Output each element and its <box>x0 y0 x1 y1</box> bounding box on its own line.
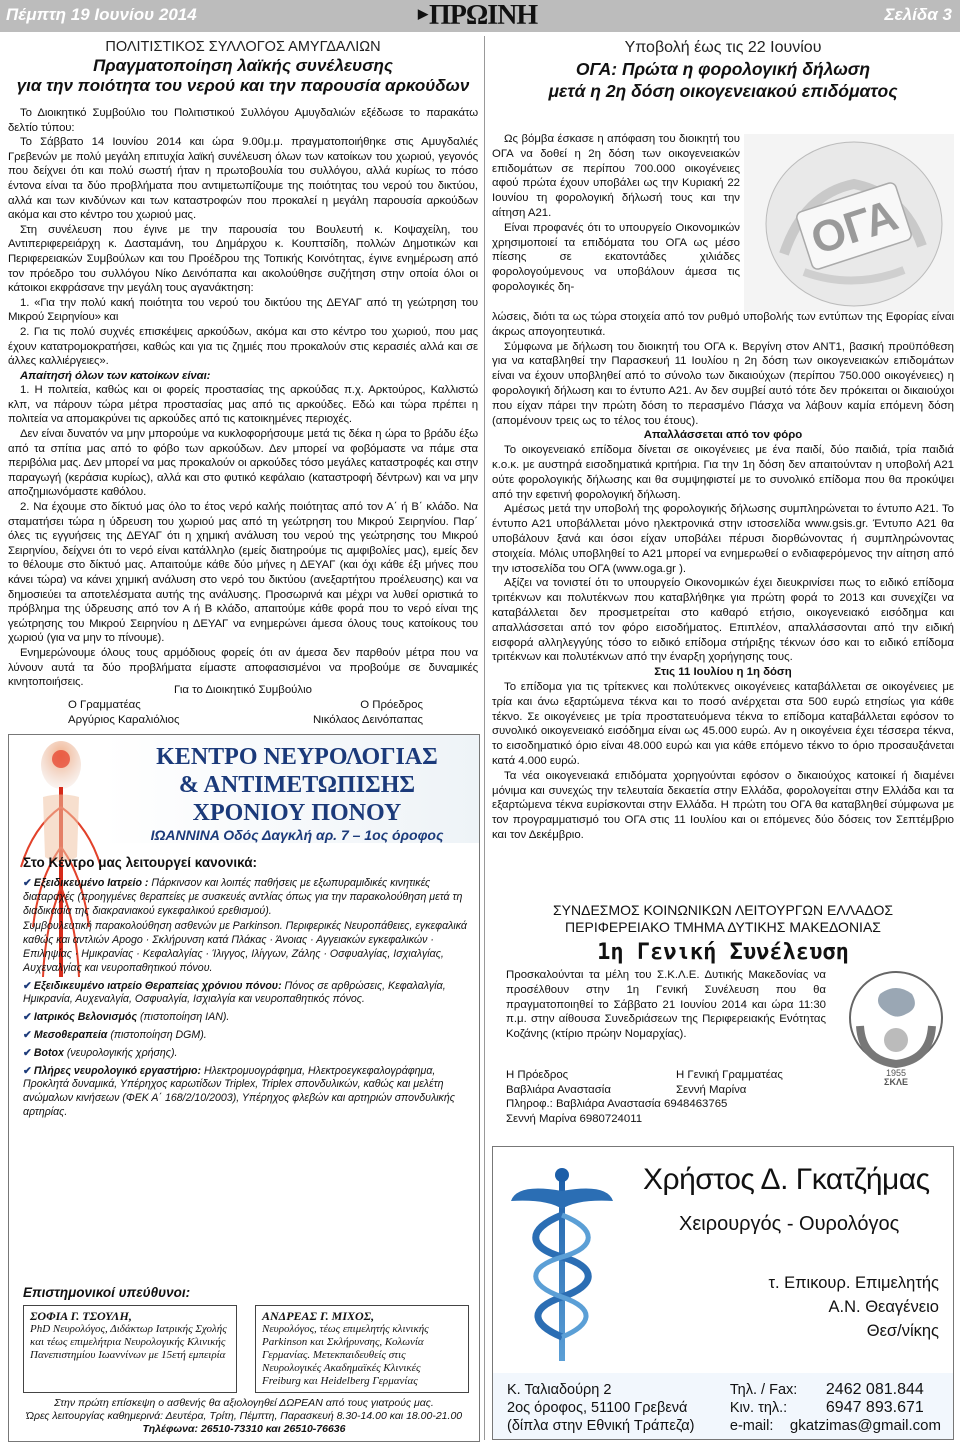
doctors-row <box>23 1305 469 1393</box>
address-line: (δίπλα στην Εθνική Τράπεζα) <box>507 1418 695 1434</box>
service-item-text: Συμβουλευτική παρακολούθηση ασθενών με Parkinson. Περιφερικές Νευροπάθειες, εγκεφαλικά καθώς και αντλιών Apogo · Σκλήρυνση κατά Πλάκας · Άνοιας · Αγγειακών εγκεφαλικών · Επιληψίας · Ημικρανίας · Κεφαλαλγίας · Ίλιγγος, Ιλίγγων, Ζάλης · Οσφυαλγίας, Ισχιαλγίας, Αυχεναλγίας και νευροπαθητικού πόνου. <box>23 920 467 974</box>
service-item-title: Εξειδικευμένο Ιατρείο : <box>33 877 149 889</box>
paragraph: Ως βόμβα έσκασε η απόφαση του διοικητή του ΟΓΑ να δοθεί η 2η δόση των οικογενειακών επιδομάτων σε περίπου 700.000 οικογένειες αφού πρώτα έχουν υποβάλει ως την Κυριακή 22 Ιουνίου τη φορολογική δήλωσή τους και την αίτηση Α21. <box>492 133 740 219</box>
logo-year: 1955 <box>885 1068 907 1078</box>
service-item-title: Πλήρες νευρολογικό εργαστήριο: <box>33 1064 202 1077</box>
article-subheading: Απαίτησή όλων των κατοίκων είναι: <box>20 369 211 382</box>
checkmark-icon: ✔ <box>23 877 32 889</box>
service-item <box>23 920 473 975</box>
ad-title-line: ΧΡΟΝΙΟΥ ΠΟΝΟΥ <box>192 800 402 826</box>
paragraph: Σύμφωνα με δήλωση του διοικητή του ΟΓΑ κ. Βεργίνη στον ΑΝΤ1, βασική προϋπόθεση για να καταβληθεί την Παρασκευή 11 Ιουλίου η 2η δόση των οικογενειακών επιδομάτων είναι να έχουν υποβληθεί από το σύνολο των δικαιούχων (περίπου 750.000 οικογένειες) η φορολογική δήλωση και το έντυπο Α21. Αν δεν συμβεί αυτό τότε δεν πρόκειται οι δικαιούχοι που είχαν πάρει την πρώτη δόση το περασμένο Πάσχα να λάβουν καμία επόμενη δόση (απομένουν τρεις ως το τέλος του έτους). <box>492 340 954 427</box>
page-number: Σελίδα 3 <box>884 5 952 24</box>
paragraph: 2. Για τις πολύ συχνές επισκέψεις αρκούδων, ακόμα και στο κέντρο του χωριού, που μας έχουν κατατρομοκρατήσει, καθώς και για τις ζημιές που προκαλούν στις κερασιές αλλά και σε άλλες καλλιέργειες». <box>8 325 478 368</box>
signoff-for: Για το Διοικητικό Συμβούλιο <box>174 684 312 696</box>
issue-date: Πέμπτη 19 Ιουνίου 2014 <box>6 5 197 24</box>
checkmark-icon: ✔ <box>23 1046 32 1059</box>
article-signoff <box>8 683 478 728</box>
article-body-top <box>492 132 740 295</box>
president-name: Βαβλιάρα Αναστασία <box>506 1083 611 1096</box>
triangle-icon: ▶ <box>418 6 427 21</box>
article-subheading: Απαλλάσσεται από τον φόρο <box>643 429 803 442</box>
article-oga <box>492 38 954 841</box>
paragraph: Το Σάββατο 14 Ιουνίου 2014 και ώρα 9.00μ.μ. πραγματοποιήθηκε στις Αμυγδαλιές Γρεβενών με πολύ μεγάλη επιτυχία λαϊκή συνέλευση όλων των κατοίκων του χωριού, γεγονός που δείχνει ότι και πολύ σωστή ήταν η πρωτοβουλία του συλλόγου, αλλά κυρίως το πόσο έντονα είναι τα δύο προβλήματα που αντιμετωπίζουμε της ποιότητας του νερού του δικτύου, αλλά και των κινδύνων και των καταστροφών που προκαλεί η μεγάλη παρουσία αρκούδων ακόμα και στο κέντρο του χωριού μας. <box>8 136 478 222</box>
doctor-name: ΑΝΔΡΕΑΣ Γ. ΜΙΧΟΣ, <box>262 1309 375 1323</box>
address-line: Κ. Ταλιαδούρη 2 <box>507 1382 612 1398</box>
service-item <box>23 877 473 918</box>
sig-titles <box>506 1068 836 1083</box>
page-header <box>0 0 960 32</box>
logo-abbr: ΣΚΛΕ <box>884 1077 908 1086</box>
checkmark-icon: ✔ <box>23 1028 32 1041</box>
neurology-center-ad <box>8 734 480 1442</box>
article-amygdalies <box>8 38 478 690</box>
service-item-title: Μεσοθεραπεία <box>33 1028 108 1041</box>
article-headline-1: Πραγματοποίηση λαϊκής συνέλευσης <box>93 56 393 75</box>
doctor-card <box>255 1305 469 1393</box>
president-title: Ο Πρόεδρος <box>360 699 423 711</box>
newspaper-logo <box>418 0 537 32</box>
service-item-text: (πιστοποίηση IAN). <box>137 1011 230 1024</box>
article-headline-2: μετά η 2η δόση οικογενειακού επιδόματος <box>548 81 898 101</box>
service-item-text: Πάρκινσον και λοιπές παθήσεις με εξωπυραμιδικές κινητικές διαταραχές (προηγμένες θεραπείες με συσκευές αντλίας όπως για την παρακολούθηση μετά τη διαδικασία της διακρανιακού εγκεφαλικού ερεθισμού). <box>23 877 463 917</box>
oga-logo-icon <box>744 134 954 312</box>
ad-phone-text: Τηλέφωνα: 26510-73310 και 26510-76636 <box>142 1423 346 1435</box>
secretary-title: Ο Γραμματέας <box>68 699 141 711</box>
service-item <box>23 980 473 1008</box>
contact-line: Πληροφ.: Βαβλιάρα Αναστασία 6948463765 <box>506 1098 728 1111</box>
secretary-name: Αργύριος Καραλιόλιος <box>68 714 180 726</box>
oga-logo-text: ΟΓΑ <box>805 190 904 265</box>
article-body <box>8 106 478 690</box>
president-name: Νικόλαος Δεινόπαπας <box>312 714 423 726</box>
paragraph: Το επίδομα για τις τρίτεκνες και πολύτεκνες οικογένειες καταβάλλεται σε οικογένειες με τρία και άνω εξαρτώμενα τέκνα και το ποσό ανέρχεται στα 500 ευρώ ετησίως για κάθε τέκνο. Σε οικογένειες με τρία προστατευόμενα τέκνα το επίδομα καταβάλλεται εφόσον το συνολικό οικογενειακό εισόδημα είναι ως 45.000 ευρώ. Αν η οικογένεια έχει τέσσερα τέκνα, το εισοδηματικό όριο είναι 48.000 ευρώ και για κάθε επόμενο τέκνο το όριο προσαυξάνεται κατά 4.000 ευρώ. <box>492 680 954 767</box>
mobile-row <box>730 1399 941 1417</box>
article-headline-1: ΟΓΑ: Πρώτα η φορολογική δήλωση <box>575 59 871 79</box>
president-title: Η Πρόεδρος <box>506 1069 569 1081</box>
signoff-titles <box>8 698 478 713</box>
paragraph: Είναι προφανές ότι το υπουργείο Οικονομικών χρησιμοποιεί τα επιδόματα του ΟΓΑ ως μέσο πίεσης σε εκατοντάδες χιλιάδες φορολογούμενους να υποβάλουν άμεσα τις φορολογικές δη- <box>492 221 740 293</box>
paragraph: Το Διοικητικό Συμβούλιο του Πολιτιστικού Συλλόγου Αμυγδαλιών εξέδωσε το παρακάτω δελτίο τύπου: <box>8 107 478 134</box>
email-address[interactable]: gkatzimas@gmail.com <box>789 1417 941 1434</box>
article-kicker: ΠΟΛΙΤΙΣΤΙΚΟΣ ΣΥΛΛΟΓΟΣ ΑΜΥΓΔΑΛΙΩΝ <box>105 39 381 55</box>
paragraph: Τα νέα οικογενειακά επιδόματα χορηγούνται εφόσον ο δικαιούχος κατοικεί ή διαμένει μόνιμα και συνεχώς την τελευταία δεκαετία στην Ελλάδα, φορολογείται στην Ελλάδα και τα εξαρτώμενα τέκνα ευρίσκονται στην Ελλάδα. Η πρώτη του ΟΓΑ θα καταβληθεί σύμφωνα με τον προγραμματισμό του ΟΓΑ στις 11 Ιουλίου και οι επόμενες δύο δόσεις τον Σεπτέμβριο και τον Δεκέμβριο. <box>492 769 954 841</box>
email-label: e-mail: <box>729 1418 774 1434</box>
service-item-text: Ηλεκτρομυογράφημα, Ηλεκτροεγκεφαλογράφημα, Προκλητά δυναμικά, Υπέρηχος καρωτίδων Triplex, Triplex σπονδυλικών, καθώς και μελέτη ανώμαλων κινήσεων (ΦΕΚ Α΄ 168/2/10/2003), Υπέρηχος φλεβών και αρτηριών σπονδυλικής αρτηρίας. <box>23 1064 455 1118</box>
paragraph: λώσεις, διότι τα ως τώρα στοιχεία από τον ρυθμό υποβολής των εντύπων της Εφορίας είναι άκρως απογοητευτικά. <box>492 311 954 338</box>
checkmark-icon: ✔ <box>23 979 32 992</box>
position-line: Θεσ/νίκης <box>866 1322 939 1340</box>
service-item-text: (νευρολογικής χρήσης). <box>63 1046 178 1059</box>
service-item-text: Πόνος σε αρθρώσεις, Κεφαλαλγία, Ημικρανία, Αυχεναλγία, Οσφυαλγία, Ισχιαλγία και νευροπαθητικός πόνος. <box>23 979 446 1006</box>
surgeon-specialty: Χειρουργός - Ουρολόγος <box>679 1213 900 1235</box>
ad-phones <box>15 1423 473 1436</box>
address-line: 2ος όροφος, 51100 Γρεβενά <box>507 1400 688 1416</box>
service-item-text: (πιστοποίηση DGM). <box>107 1028 207 1041</box>
surgeon-position <box>768 1271 939 1343</box>
doctor-name: ΣΟΦΙΑ Γ. ΤΣΟΥΛΗ, <box>30 1309 132 1323</box>
services-heading: Στο Κέντρο μας λειτουργεί κανονικά: <box>23 855 258 870</box>
paragraph: Στη συνέλευση που έγινε με την παρουσία του Βουλευτή κ. Κοψαχείλη, του Αντιπεριφερειάρχη κ. Δασταμάνη, του Δημάρχου κ. Κουπτσίδη, πολλών Δημοτικών και Περιφερειακών Συμβούλων και του Προέδρου της Τοπικής Κοινότητας, έγινε ενημέρωση από τον πρόεδρο του συλλόγου Νίκο Δεινόπαπα και ακολούθησε συζήτηση στην οποία όλοι οι κάτοικοι εκφράσανε την μεγάλη τους αγανάκτηση: <box>8 223 478 295</box>
paragraph: Το οικογενειακό επίδομα δίνεται σε οικογένειες με ένα παιδί, δύο παιδιά, τρία παιδιά κ.ο.κ. με αυστηρά εισοδηματικά κριτήρια. Για την 1η δόση δεν απαιτούνταν η υποβολή Α21 ούτε φορολογικής δήλωσης και θα συμψηφιστεί με το συνολικό επίδομα που θα προκύψει από την εφετινή φορολογική δήλωση. <box>492 444 954 501</box>
ad-address: ΙΩΑΝΝΙΝΑ Οδός Δαγκλή αρ. 7 – 1ος όροφος <box>150 827 444 843</box>
logo-text: ΠΡΩΙΝΗ <box>429 0 538 31</box>
caduceus-icon <box>507 1165 617 1365</box>
article-kicker: Υποβολή έως τις 22 Ιουνίου <box>624 39 822 56</box>
paragraph: 1. «Για την πολύ κακή ποιότητα του νερού του δικτύου της ΔΕΥΑΓ από τη γεώτρηση του Μικρού Σειρηνίου» και <box>8 296 478 324</box>
union-notice <box>492 902 954 1125</box>
union-title: 1η Γενική Συνέλευση <box>597 940 849 965</box>
ad-footer-line: Στην πρώτη επίσκεψη ο ασθενής θα αξιολογηθεί ΔΩΡΕΑΝ από τους γιατρούς μας. <box>54 1397 434 1409</box>
ad-title-line: ΚΕΝΤΡΟ ΝΕΥΡΟΛΟΓΙΑΣ <box>156 744 438 770</box>
sig-names <box>506 1083 836 1098</box>
paragraph: Ενημερώνουμε όλους τους αρμόδιους φορείς ότι αν άμεσα δεν παρθούν μέτρα που να λύνουν αυτά τα δύο προβλήματα είμαστε αποφασισμένοι να προβούμε σε δυναμικές κινητοποιήσεις. <box>8 646 478 689</box>
column-divider <box>484 36 485 1440</box>
skle-logo-icon <box>840 964 952 1086</box>
checkmark-icon: ✔ <box>23 1064 32 1077</box>
paragraph: Αμέσως μετά την υποβολή της φορολογικής δήλωσης συμπληρώνεται το έντυπο Α21. Το έντυπο Α21 υποβάλλεται μόνο ηλεκτρονικά στην ιστοσελίδα www.gsis.gr. Έντυπο Α21 θα υποβάλουν ξανά και όσοι είχαν υποβάλει πέρυσι διορθώνοντας ή συμπληρώνοντας στοιχεία. Μόλις υποβληθεί το Α21 μπορεί να ενημερωθεί ο ενδιαφερόμενος την αίτηση από την ιστοσελίδα του ΟΓΑ (www.oga.gr ). <box>492 503 954 575</box>
article-body-bottom <box>492 310 954 843</box>
article-headline-2: για την ποιότητα του νερού και την παρουσία αρκούδων <box>16 76 470 95</box>
surgeon-contact <box>730 1381 941 1435</box>
surgeon-name: Χρήστος Δ. Γκατζήμας <box>643 1163 930 1196</box>
mobile-label: Κιν. τηλ.: <box>729 1400 788 1416</box>
service-item-title: Botox <box>33 1046 64 1059</box>
surgeon-address <box>507 1381 694 1435</box>
doctor-info: Νευρολόγος, τέως επιμελητής κλινικής Parkinson και Σκλήρυνσης, Κολωνία Γερμανίας. Μετεκπαιδευθείς στις Νευρολογικές Ακαδημαϊκές Κλινικές Freiburg και Heidelberg Γερμανίας <box>262 1323 429 1387</box>
signoff-names <box>8 713 478 728</box>
service-item <box>23 1047 473 1061</box>
contact-line: Σεννή Μαρίνα 6980724011 <box>506 1112 643 1125</box>
mobile-number: 6947 893.671 <box>825 1399 924 1416</box>
ad-footer <box>15 1397 473 1436</box>
ad-title-line: & ΑΝΤΙΜΕΤΩΠΙΣΗΣ <box>178 772 416 798</box>
checkmark-icon: ✔ <box>23 1011 32 1024</box>
ad-title <box>119 743 475 827</box>
surgeon-ad <box>492 1146 954 1440</box>
phone-row <box>730 1381 941 1399</box>
email-row <box>730 1417 941 1435</box>
service-item <box>23 1011 473 1025</box>
doctor-info: PhD Νευρολόγος, Διδάκτωρ Ιατρικής Σχολής και τέως επιμελήτρια Νευρολογικής Κλινικής Πανεπιστημίου Ιωαννίνων με 15ετή εμπειρία <box>30 1323 227 1361</box>
paragraph: Αξίζει να τονιστεί ότι το υπουργείο Οικονομικών έχει διευκρινίσει πως το ειδικό επίδομα τριτέκνων και πολυτέκνων που καταβλήθηκε για πρώτη φορά το 2013 και συνεχίζει να καταβάλλεται δεν προσμετρείται στο καθαρό ετήσιο, οικογενειακό εισόδημα και απαλλάσσεται από τον φόρο εισοδήματος. Επιπλέον, απαλλάσσονται από την ειδική εισφορά αλληλεγγύης τόσο το ειδικό επίδομα στήριξης τέκνων όσο και το ειδικό επίδομα τριτέκνων και πολυτέκνων από την έναρξη χορήγησης τους. <box>492 577 954 664</box>
paragraph: 1. Η πολιτεία, καθώς και οι φορείς προστασίας της αρκούδας π.χ. Αρκτούρος, Καλλιστώ κλπ, να πάρουν τώρα μέτρα προστασίας μας από τις αρκούδες. Εδώ και τώρα πρέπει η πολιτεία να απομακρύνει τις αρκούδες από τις κατοικημένες περιοχές. <box>8 384 478 426</box>
union-branch: ΠΕΡΙΦΕΡΕΙΑΚΟ ΤΜΗΜΑ ΔΥΤΙΚΗΣ ΜΑΚΕΔΟΝΙΑΣ <box>565 919 881 935</box>
services-list <box>23 877 473 1120</box>
union-body: Προσκαλούνται τα μέλη του Σ.Κ.Λ.Ε. Δυτικής Μακεδονίας να προσέλθουν στην 1η Γενική Συνέλευση που θα πραγματοποιηθεί το Σάββατο 21 Ιουνίου 2014 και ώρα 11:30 π.μ. στην αίθουσα Συνεδριάσεων της Περιφερειακής Ενότητας Κοζάνης (κτίριο πρώην Νομαρχίας). <box>506 969 826 1041</box>
paragraph: Δεν είναι δυνατόν να μην μπορούμε να κυκλοφορήσουμε μετά τις δέκα η ώρα το βράδυ έξω από τα σπίτια μας από το φόβο των αρκούδων. Δεν μπορεί να φοβόμαστε να πάμε στα περιβόλια μας. Δεν μπορεί να μας προκαλούν οι αρκούδες τόσο μεγάλες καταστροφές και στην παραγωγή (κεράσια κυρίως), αλλά και στο φυτικό κεφάλαιο (καταστροφή δέντρων) και να μην αποζημιωνόμαστε καθόλου. <box>8 428 478 499</box>
doctor-card <box>23 1305 237 1393</box>
secretary-title: Η Γενική Γραμματέας <box>676 1069 783 1081</box>
responsible-heading: Επιστημονικοί υπεύθυνοι: <box>23 1285 191 1300</box>
union-name: ΣΥΝΔΕΣΜΟΣ ΚΟΙΝΩΝΙΚΩΝ ΛΕΙΤΟΥΡΓΩΝ ΕΛΛΑΔΟΣ <box>553 902 893 918</box>
service-item <box>23 1029 473 1043</box>
phone-number: 2462 081.844 <box>825 1381 924 1398</box>
ad-footer-line: Ώρες λειτουργίας καθημερινά: Δευτέρα, Τρίτη, Πέμπτη, Παρασκευή 8.30-14.00 και 18.00-21.00 <box>25 1410 463 1422</box>
service-item-title: Εξειδικευμένο ιατρείο Θεραπείας χρόνιου πόνου: <box>33 979 282 992</box>
position-line: τ. Επικουρ. Επιμελητής <box>768 1274 939 1292</box>
article-subheading: Στις 11 Ιουλίου η 1η δόση <box>654 666 792 679</box>
paragraph: 2. Να έχουμε στο δίκτυό μας όλο το έτος νερό καλής ποιότητας από τον Α΄ ή Β΄ κλάδο. Να σταματήσει τώρα η ύδρευση του χωριού μας από τη γεώτρηση του Μικρού Σειρηνίου. Παρ΄ όλες τις εγγυήσεις της ΔΕΥΑΓ ότι η χημική ανάλυση του νερού της γεώτρησης του Μικρού Σειρηνίου, δείχνει ότι το νερό είναι κατάλληλο (εμείς διατηρούμε τις αμφιβολίες μας), εμείς δεν το θέλουμε στο δίκτυό μας. Απαιτούμε κάθε δύο μήνες η ΔΕΥΑΓ (και όχι κάθε έξι μήνες που κάνει τώρα) να κάνει χημική ανάλυση στο νερό του δικτύου (ανεξαρτήτου προέλευσης) και να δημοσιεύει τα αποτελέσματα αυτής της ανάλυσης. Προσωρινά και μέχρι να λυθεί οριστικά το πρόβλημα της ύδρευσης από τον Α ή Β κλάδο, απαιτούμε κάθε φορά που το νερό είναι της γεώτρησης του Μικρού Σειρηνίου η ΔΕΥΑΓ να ενημερώνει άμεσα όλους τους κατοίκους του χωριού (για να μην το πίνουμε). <box>8 501 478 645</box>
position-line: Α.Ν. Θεαγένειο <box>828 1298 939 1316</box>
service-item <box>23 1065 473 1120</box>
service-item-title: Ιατρικός Βελονισμός <box>33 1011 138 1024</box>
secretary-name: Σεννή Μαρίνα <box>676 1083 747 1096</box>
phone-label: Τηλ. / Fax: <box>729 1382 798 1398</box>
union-signatures <box>506 1068 836 1126</box>
